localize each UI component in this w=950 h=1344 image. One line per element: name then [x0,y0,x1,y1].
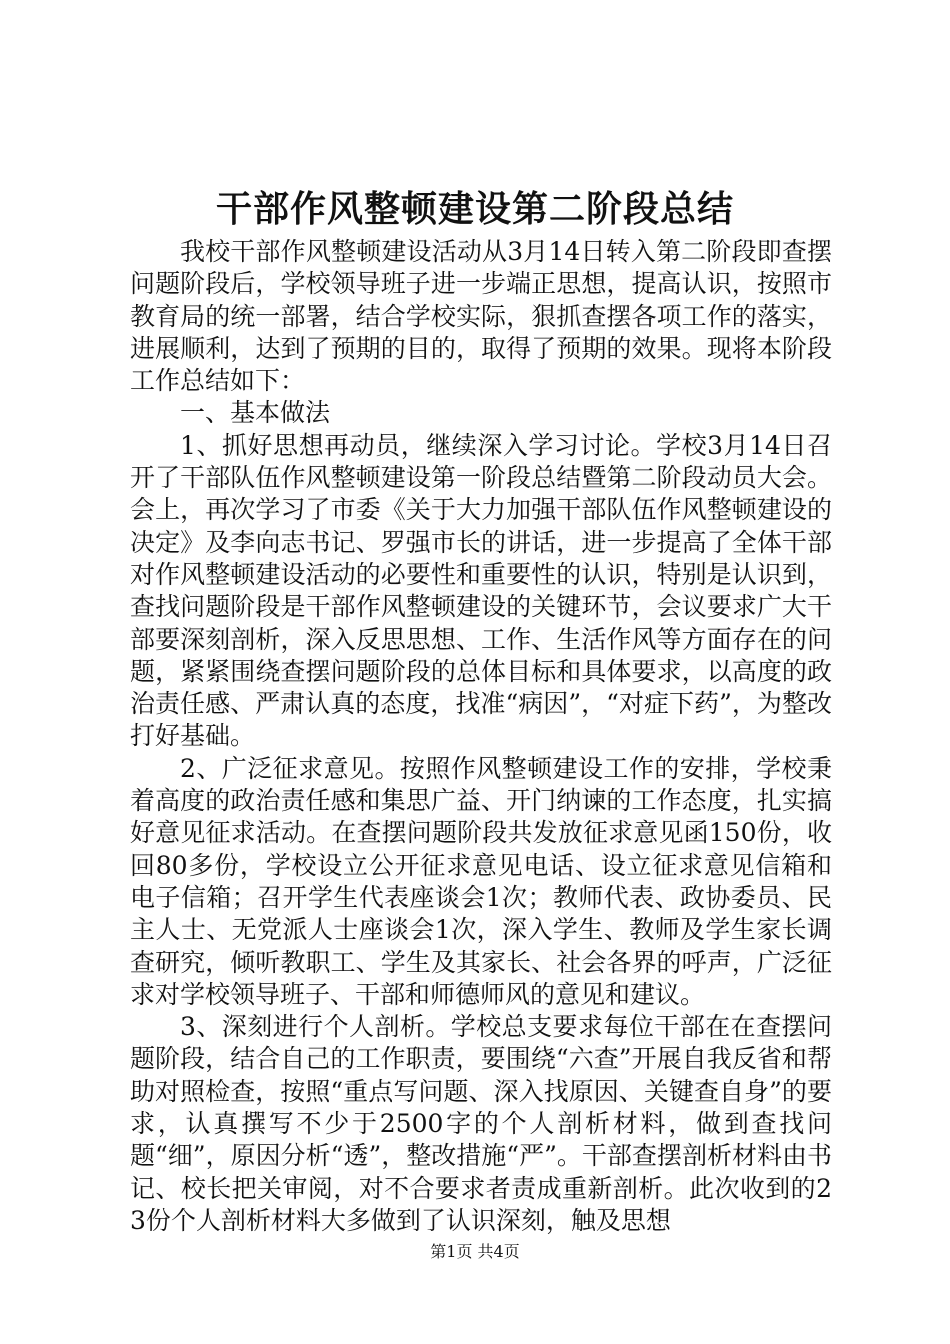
paragraph-item-2: 2、广泛征求意见。按照作风整顿建设工作的安排，学校秉着高度的政治责任感和集思广益、开门纳谏的工作态度，扎实搞好意见征求活动。在查摆问题阶段共发放征求意见函150份，收回80多份，学校设立公开征求意见电话、设立征求意见信箱和电子信箱；召开学生代表座谈会1次；教师代表、政协委员、民主人士、无党派人士座谈会1次，深入学生、教师及学生家长调查研究，倾听教职工、学生及其家长、社会各界的呼声，广泛征求对学校领导班子、干部和师德师风的意见和建议。 [130,753,832,1009]
intro-paragraph: 我校干部作风整顿建设活动从3月14日转入第二阶段即查摆问题阶段后，学校领导班子进一步端正思想，提高认识，按照市教育局的统一部署，结合学校实际，狠抓查摆各项工作的落实，进展顺利，达到了预期的目的，取得了预期的效果。现将本阶段工作总结如下： [130,237,832,396]
document-title: 干部作风整顿建设第二阶段总结 [215,188,734,230]
paragraph-item-1: 1、抓好思想再动员，继续深入学习讨论。学校3月14日召开了干部队伍作风整顿建设第一阶段总结暨第二阶段动员大会。会上，再次学习了市委《关于大力加强干部队伍作风整顿建设的决定》及李向志书记、罗强市长的讲话，进一步提高了全体干部对作风整顿建设活动的必要性和重要性的认识，特别是认识到，查找问题阶段是干部作风整顿建设的关键环节，会议要求广大干部要深刻剖析，深入反思思想、工作、生活作风等方面存在的问题，紧紧围绕查摆问题阶段的总体目标和具体要求，以高度的政治责任感、严肃认真的态度，找准“病因”，“对症下药”，为整改打好基础。 [130,430,832,751]
document-body [130,236,832,1237]
section-heading: 一、基本做法 [180,398,331,428]
paragraph-item-3: 3、深刻进行个人剖析。学校总支要求每位干部在在查摆问题阶段，结合自己的工作职责，要围绕“六查”开展自我反省和帮助对照检查，按照“重点写问题、深入找原因、关键查自身”的要求，认真撰写不少于2500字的个人剖析材料，做到查找问题“细”，原因分析“透”，整改措施“严”。干部查摆剖析材料由书记、校长把关审阅，对不合要求者责成重新剖析。此次收到的23份个人剖析材料大多做到了认识深刻，触及思想 [130,1012,832,1235]
page-number-footer: 第1页 共4页 [430,1242,520,1261]
